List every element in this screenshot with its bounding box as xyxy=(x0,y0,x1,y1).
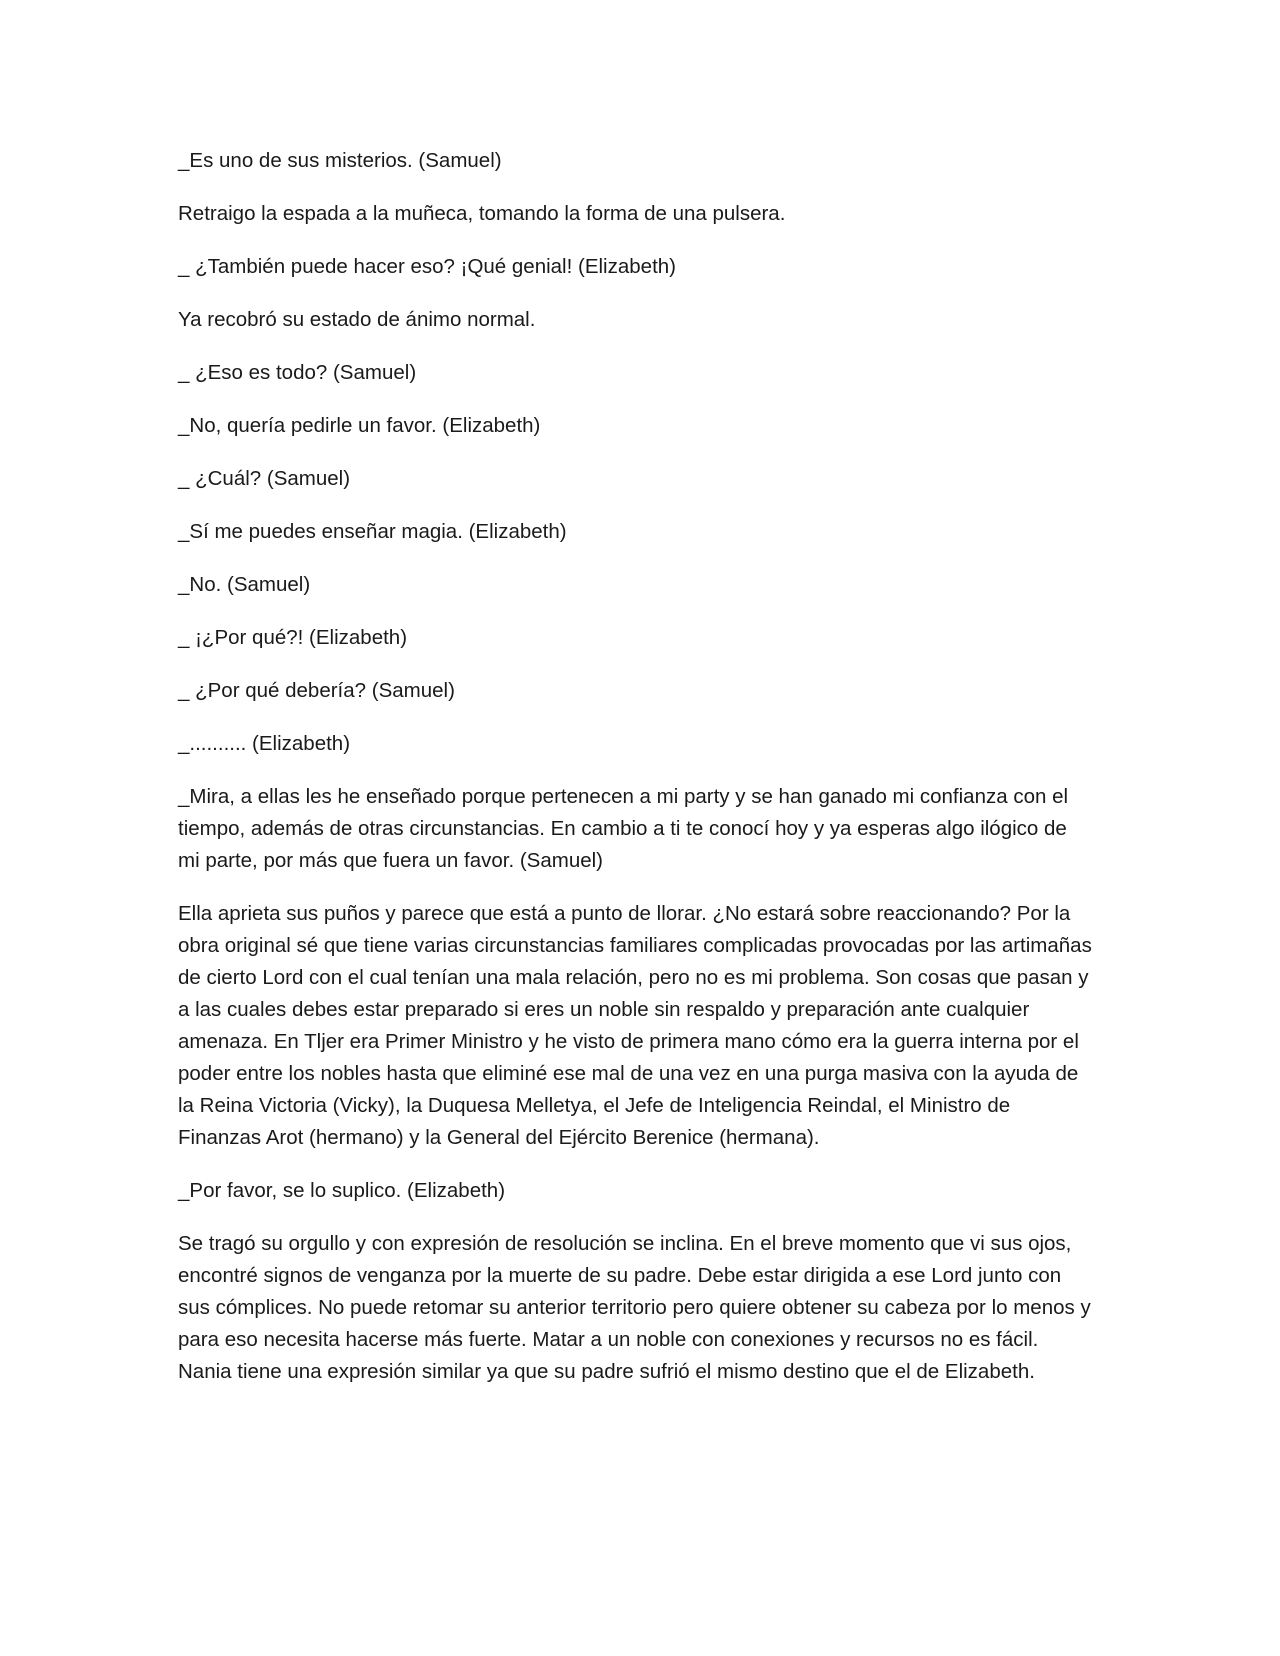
document-page xyxy=(178,145,1098,1409)
paragraph-dialogue: _Por favor, se lo suplico. (Elizabeth) xyxy=(178,1179,506,1202)
paragraph-narration: Retraigo la espada a la muñeca, tomando la forma de una pulsera. xyxy=(178,202,786,225)
paragraph-dialogue: _Mira, a ellas les he enseñado porque pertenecen a mi party y se han ganado mi confianza con el tiempo, además de otras circunstancias. En cambio a ti te conocí hoy y ya esperas algo ilógico de mi parte, por más que fuera un favor. (Samuel) xyxy=(178,785,1074,872)
paragraph-narration: Ella aprieta sus puños y parece que está a punto de llorar. ¿No estará sobre reaccionando? Por la obra original sé que tiene varias circunstancias familiares complicadas provocadas por las artimañas de cierto Lord con el cual tenían una mala relación, pero no es mi problema. Son cosas que pasan y a las cuales debes estar preparado si eres un noble sin respaldo y preparación ante cualquier amenaza. En Tljer era Primer Ministro y he visto de primera mano cómo era la guerra interna por el poder entre los nobles hasta que eliminé ese mal de una vez en una purga masiva con la ayuda de la Reina Victoria (Vicky), la Duquesa Melletya, el Jefe de Inteligencia Reindal, el Ministro de Finanzas Arot (hermano) y la General del Ejército Berenice (hermana). xyxy=(178,902,1098,1149)
paragraph-dialogue: _ ¿Por qué debería? (Samuel) xyxy=(178,679,455,702)
paragraph-dialogue: _.......... (Elizabeth) xyxy=(178,732,351,755)
paragraph-dialogue: _Sí me puedes enseñar magia. (Elizabeth) xyxy=(178,520,567,543)
paragraph-dialogue: _No. (Samuel) xyxy=(178,573,311,596)
paragraph-dialogue: _ ¡¿Por qué?! (Elizabeth) xyxy=(178,626,408,649)
paragraph-dialogue: _Es uno de sus misterios. (Samuel) xyxy=(178,149,502,172)
paragraph-dialogue: _ ¿También puede hacer eso? ¡Qué genial! (Elizabeth) xyxy=(178,255,676,278)
paragraph-dialogue: _ ¿Cuál? (Samuel) xyxy=(178,467,351,490)
paragraph-narration: Ya recobró su estado de ánimo normal. xyxy=(178,308,536,331)
paragraph-narration: Se tragó su orgullo y con expresión de resolución se inclina. En el breve momento que vi sus ojos, encontré signos de venganza por la muerte de su padre. Debe estar dirigida a ese Lord junto con sus cómplices. No puede retomar su anterior territorio pero quiere obtener su cabeza por lo menos y para eso necesita hacerse más fuerte. Matar a un noble con conexiones y recursos no es fácil. Nania tiene una expresión similar ya que su padre sufrió el mismo destino que el de Elizabeth. xyxy=(178,1232,1097,1383)
paragraph-dialogue: _ ¿Eso es todo? (Samuel) xyxy=(178,361,417,384)
paragraph-dialogue: _No, quería pedirle un favor. (Elizabeth) xyxy=(178,414,541,437)
